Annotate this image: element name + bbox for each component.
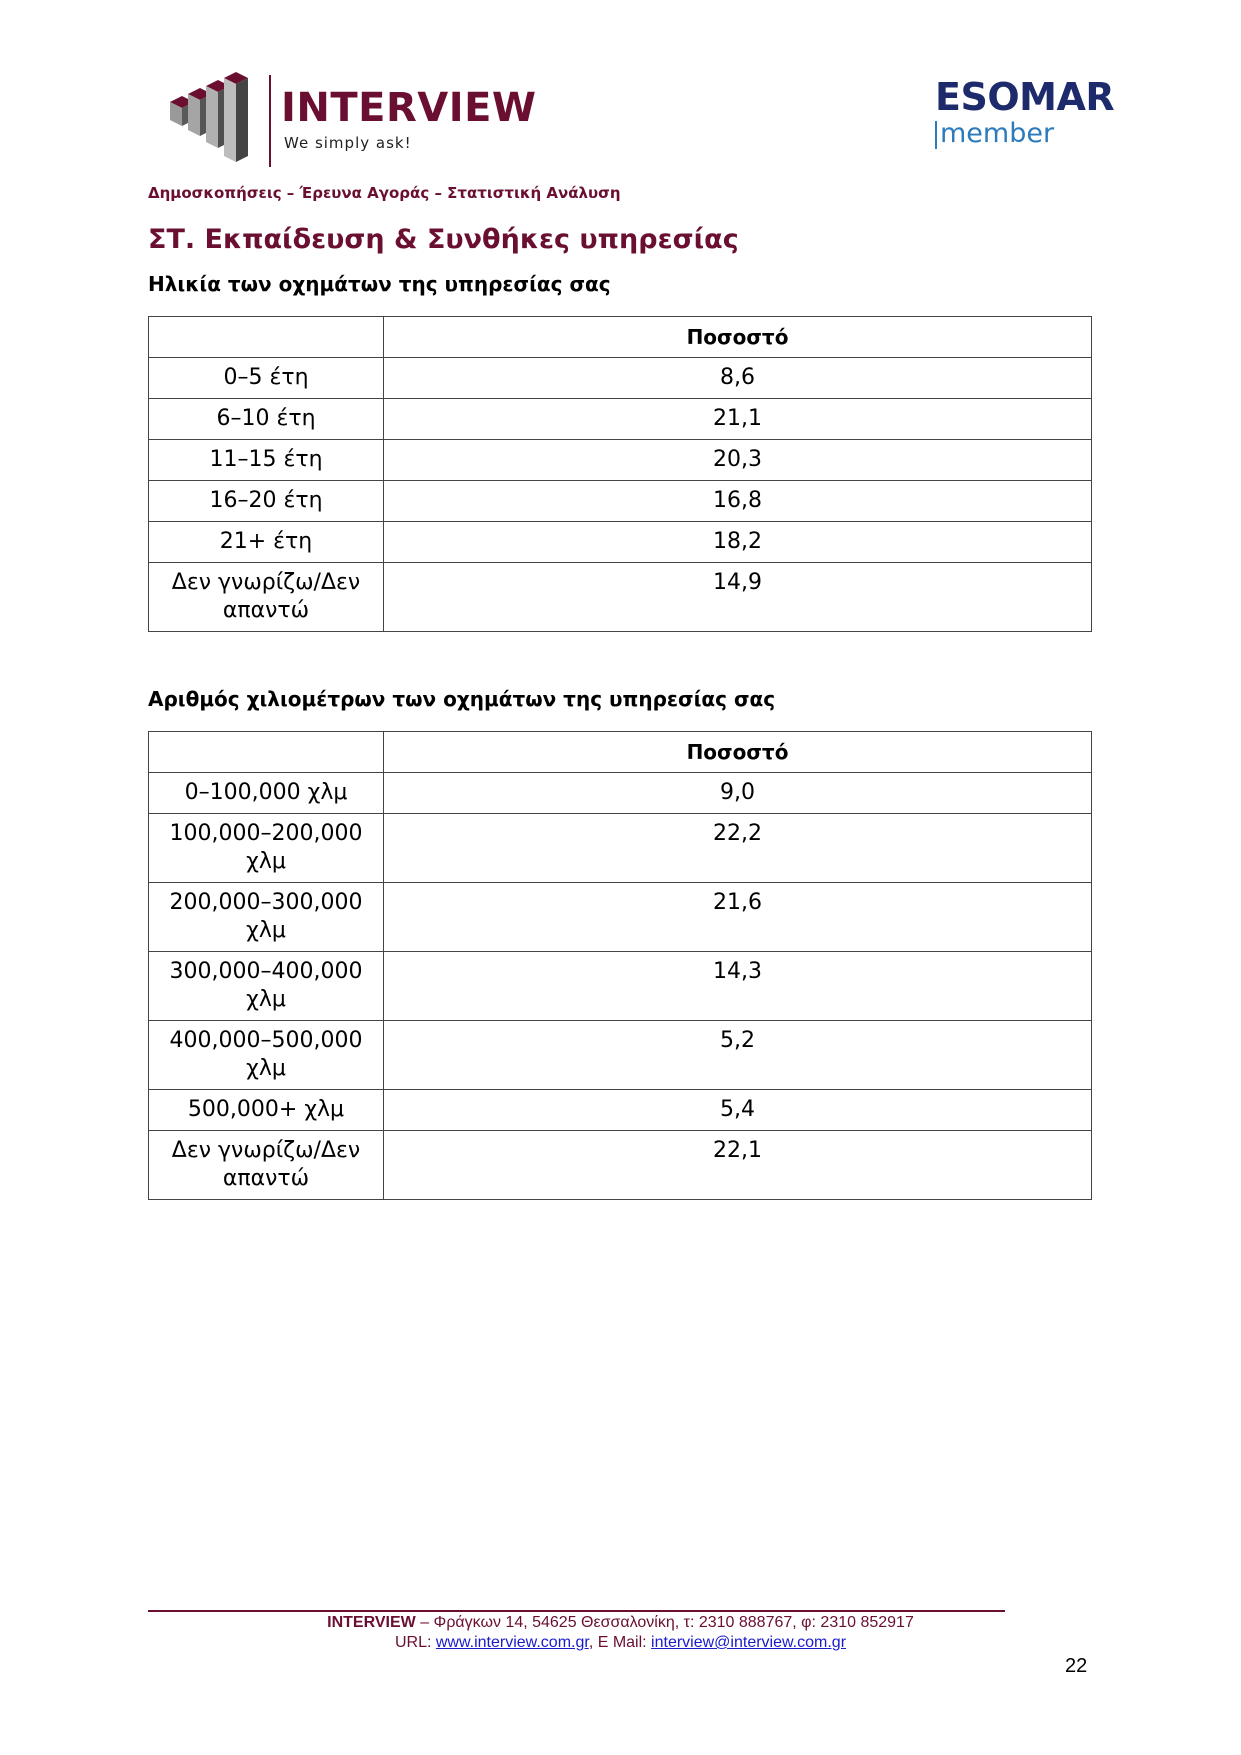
row-label: 16–20 έτη [149,481,384,522]
row-value: 18,2 [384,522,1092,563]
row-value: 14,9 [384,563,1092,632]
row-value: 5,2 [384,1021,1092,1090]
table-row [149,773,1092,814]
table-row [149,1021,1092,1090]
esomar-member: member [940,118,1055,149]
row-label: 0–100,000 χλμ [149,773,384,814]
row-label: Δεν γνωρίζω/Δεν απαντώ [149,563,384,632]
row-label: Δεν γνωρίζω/Δεν απαντώ [149,1131,384,1200]
vehicle-age-table [148,316,1092,632]
table-row [149,399,1092,440]
header-cell-empty [149,732,384,773]
row-value: 9,0 [384,773,1092,814]
row-value: 21,1 [384,399,1092,440]
table-row [149,1090,1092,1131]
row-label: 0–5 έτη [149,358,384,399]
table-header-row [149,732,1092,773]
row-label: 6–10 έτη [149,399,384,440]
footer-url-link[interactable]: www.interview.com.gr [435,1634,589,1651]
footer-address [0,1614,1241,1632]
row-value: 5,4 [384,1090,1092,1131]
table-row [149,563,1092,632]
table-row [149,481,1092,522]
logo-brand-text: INTERVIEW [281,85,537,131]
table-row [149,522,1092,563]
logo-slogan: We simply ask! [284,134,412,152]
tagline: Δημοσκοπήσεις – Έρευνα Αγοράς – Στατιστική Ανάλυση [148,184,621,202]
row-label: 21+ έτη [149,522,384,563]
table1-title: Ηλικία των οχημάτων της υπηρεσίας σας [148,272,611,296]
row-value: 8,6 [384,358,1092,399]
table-row [149,883,1092,952]
footer-email-link[interactable]: interview@interview.com.gr [651,1634,847,1651]
footer-divider [148,1610,1005,1612]
footer-email-label: , E Mail: [588,1634,652,1651]
row-label: 500,000+ χλμ [149,1090,384,1131]
table2-title: Αριθμός χιλιομέτρων των οχημάτων της υπηρεσίας σας [148,687,776,711]
row-label: 300,000–400,000 χλμ [149,952,384,1021]
row-label: 200,000–300,000 χλμ [149,883,384,952]
table-row [149,440,1092,481]
bar-chart-logo-icon [168,70,264,170]
row-label: 11–15 έτη [149,440,384,481]
row-value: 16,8 [384,481,1092,522]
row-value: 21,6 [384,883,1092,952]
table-header-row [149,317,1092,358]
footer-address-text: – Φράγκων 14, 54625 Θεσσαλονίκη, τ: 2310 888767, φ: 2310 852917 [415,1614,914,1631]
page-number: 22 [1065,1655,1088,1677]
section-title: ΣΤ. Εκπαίδευση & Συνθήκες υπηρεσίας [148,224,739,255]
row-label: 400,000–500,000 χλμ [149,1021,384,1090]
row-label: 100,000–200,000 χλμ [149,814,384,883]
row-value: 20,3 [384,440,1092,481]
row-value: 22,2 [384,814,1092,883]
interview-logo [168,70,538,170]
footer-url-label: URL: [394,1634,436,1651]
header-cell-percent: Ποσοστό [384,732,1092,773]
esomar-logo [935,76,1115,156]
header-cell-percent: Ποσοστό [384,317,1092,358]
row-value: 14,3 [384,952,1092,1021]
vehicle-km-table [148,731,1092,1200]
table-row [149,952,1092,1021]
footer-contact [0,1634,1241,1652]
esomar-name: ESOMAR [935,75,1115,119]
row-value: 22,1 [384,1131,1092,1200]
table-row [149,358,1092,399]
esomar-bar [935,121,937,149]
footer-company: INTERVIEW [327,1614,416,1631]
logo-divider [269,75,271,167]
table-row [149,1131,1092,1200]
table-row [149,814,1092,883]
header-cell-empty [149,317,384,358]
